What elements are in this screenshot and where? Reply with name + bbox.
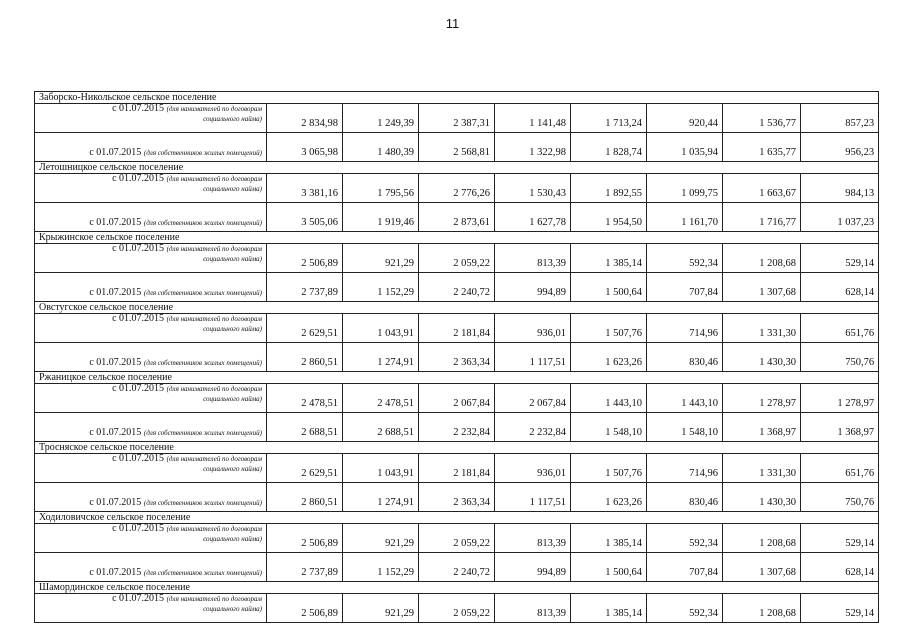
value-cell: 2 363,34	[419, 343, 495, 372]
row-label	[35, 174, 267, 203]
value-cell: 1 274,91	[343, 483, 419, 512]
data-row	[35, 454, 879, 483]
row-date: с 01.07.2015	[112, 313, 165, 324]
value-cell: 1 208,68	[723, 594, 801, 623]
section-name: Ржаницкое сельское поселение	[35, 372, 879, 384]
value-cell: 956,23	[801, 133, 879, 162]
value-cell: 1 635,77	[723, 133, 801, 162]
value-cell: 2 059,22	[419, 244, 495, 273]
data-row	[35, 314, 879, 343]
value-cell: 2 478,51	[343, 384, 419, 413]
data-row	[35, 104, 879, 133]
row-label	[35, 384, 267, 413]
section-row	[35, 372, 879, 384]
value-cell: 1 274,91	[343, 343, 419, 372]
value-cell: 707,84	[647, 273, 723, 302]
value-cell: 2 629,51	[267, 314, 343, 343]
value-cell: 1 892,55	[571, 174, 647, 203]
value-cell: 2 506,89	[267, 244, 343, 273]
data-row	[35, 203, 879, 232]
value-cell: 592,34	[647, 524, 723, 553]
value-cell: 1 507,76	[571, 454, 647, 483]
value-cell: 529,14	[801, 524, 879, 553]
row-label	[35, 413, 267, 442]
row-note: (для собственников жилых помещений)	[143, 428, 262, 437]
value-cell: 1 322,98	[495, 133, 571, 162]
value-cell: 529,14	[801, 244, 879, 273]
row-date: с 01.07.2015	[112, 453, 165, 464]
value-cell: 1 249,39	[343, 104, 419, 133]
value-cell: 2 506,89	[267, 594, 343, 623]
section-name: Крыжинское сельское поселение	[35, 232, 879, 244]
value-cell: 2 629,51	[267, 454, 343, 483]
row-date: с 01.07.2015	[112, 103, 165, 114]
value-cell: 1 043,91	[343, 314, 419, 343]
value-cell: 707,84	[647, 553, 723, 582]
row-date: с 01.07.2015	[112, 523, 165, 534]
value-cell: 1 443,10	[647, 384, 723, 413]
section-row	[35, 512, 879, 524]
section-row	[35, 442, 879, 454]
section-row	[35, 162, 879, 174]
row-note: (для нанимателей по договорам	[166, 525, 262, 533]
value-cell: 984,13	[801, 174, 879, 203]
row-note: (для нанимателей по договорам	[166, 455, 262, 463]
value-cell: 1 713,24	[571, 104, 647, 133]
row-label	[35, 104, 267, 133]
value-cell: 994,89	[495, 553, 571, 582]
value-cell: 1 331,30	[723, 454, 801, 483]
value-cell: 1 919,46	[343, 203, 419, 232]
value-cell: 1 152,29	[343, 553, 419, 582]
row-note: (для собственников жилых помещений)	[143, 148, 262, 157]
row-date: с 01.07.2015	[89, 216, 142, 228]
value-cell: 1 208,68	[723, 244, 801, 273]
value-cell: 529,14	[801, 594, 879, 623]
value-cell: 2 181,84	[419, 454, 495, 483]
row-note: социального найма)	[203, 114, 262, 123]
row-note: (для собственников жилых помещений)	[143, 358, 262, 367]
row-note: социального найма)	[203, 604, 262, 613]
row-label	[35, 314, 267, 343]
section-row	[35, 92, 879, 104]
row-date: с 01.07.2015	[112, 593, 165, 604]
row-label	[35, 343, 267, 372]
section-row	[35, 302, 879, 314]
value-cell: 2 240,72	[419, 553, 495, 582]
section-row	[35, 582, 879, 594]
row-date: с 01.07.2015	[89, 426, 142, 438]
value-cell: 3 381,16	[267, 174, 343, 203]
value-cell: 1 037,23	[801, 203, 879, 232]
value-cell: 813,39	[495, 594, 571, 623]
value-cell: 1 536,77	[723, 104, 801, 133]
row-note: (для собственников жилых помещений)	[143, 288, 262, 297]
value-cell: 2 181,84	[419, 314, 495, 343]
row-note: (для нанимателей по договорам	[166, 175, 262, 183]
value-cell: 1 035,94	[647, 133, 723, 162]
data-row	[35, 553, 879, 582]
row-label	[35, 454, 267, 483]
section-name: Летошницкое сельское поселение	[35, 162, 879, 174]
value-cell: 1 043,91	[343, 454, 419, 483]
value-cell: 1 385,14	[571, 244, 647, 273]
value-cell: 1 161,70	[647, 203, 723, 232]
value-cell: 921,29	[343, 244, 419, 273]
row-note: (для нанимателей по договорам	[166, 105, 262, 113]
section-name: Тросняское сельское поселение	[35, 442, 879, 454]
value-cell: 920,44	[647, 104, 723, 133]
row-note: (для собственников жилых помещений)	[143, 568, 262, 577]
value-cell: 830,46	[647, 483, 723, 512]
row-label	[35, 483, 267, 512]
value-cell: 936,01	[495, 314, 571, 343]
row-note: социального найма)	[203, 534, 262, 543]
value-cell: 2 478,51	[267, 384, 343, 413]
row-label	[35, 273, 267, 302]
value-cell: 813,39	[495, 244, 571, 273]
value-cell: 2 363,34	[419, 483, 495, 512]
row-note: социального найма)	[203, 324, 262, 333]
value-cell: 651,76	[801, 314, 879, 343]
value-cell: 750,76	[801, 483, 879, 512]
section-row	[35, 232, 879, 244]
value-cell: 936,01	[495, 454, 571, 483]
value-cell: 2 059,22	[419, 524, 495, 553]
value-cell: 1 716,77	[723, 203, 801, 232]
value-cell: 1 117,51	[495, 343, 571, 372]
value-cell: 1 385,14	[571, 594, 647, 623]
value-cell: 714,96	[647, 314, 723, 343]
value-cell: 1 627,78	[495, 203, 571, 232]
tariff-table-body	[35, 92, 879, 623]
data-row	[35, 273, 879, 302]
row-label	[35, 133, 267, 162]
row-note: (для нанимателей по договорам	[166, 245, 262, 253]
value-cell: 1 152,29	[343, 273, 419, 302]
section-name: Овстугское сельское поселение	[35, 302, 879, 314]
value-cell: 2 834,98	[267, 104, 343, 133]
row-note: социального найма)	[203, 394, 262, 403]
row-label	[35, 553, 267, 582]
value-cell: 2 232,84	[495, 413, 571, 442]
data-row	[35, 384, 879, 413]
value-cell: 3 505,06	[267, 203, 343, 232]
value-cell: 1 443,10	[571, 384, 647, 413]
value-cell: 1 623,26	[571, 343, 647, 372]
value-cell: 1 368,97	[723, 413, 801, 442]
value-cell: 2 240,72	[419, 273, 495, 302]
value-cell: 921,29	[343, 524, 419, 553]
value-cell: 1 307,68	[723, 273, 801, 302]
data-row	[35, 524, 879, 553]
value-cell: 1 307,68	[723, 553, 801, 582]
data-row	[35, 594, 879, 623]
row-label	[35, 524, 267, 553]
row-label	[35, 203, 267, 232]
value-cell: 2 688,51	[343, 413, 419, 442]
value-cell: 2 067,84	[419, 384, 495, 413]
section-name: Заборско-Никольское сельское поселение	[35, 92, 879, 104]
value-cell: 2 067,84	[495, 384, 571, 413]
row-note: (для нанимателей по договорам	[166, 595, 262, 603]
value-cell: 592,34	[647, 244, 723, 273]
value-cell: 1 548,10	[571, 413, 647, 442]
row-note: (для нанимателей по договорам	[166, 385, 262, 393]
value-cell: 921,29	[343, 594, 419, 623]
value-cell: 2 860,51	[267, 483, 343, 512]
value-cell: 651,76	[801, 454, 879, 483]
value-cell: 2 059,22	[419, 594, 495, 623]
row-date: с 01.07.2015	[89, 496, 142, 508]
value-cell: 2 860,51	[267, 343, 343, 372]
value-cell: 750,76	[801, 343, 879, 372]
data-row	[35, 413, 879, 442]
value-cell: 1 548,10	[647, 413, 723, 442]
value-cell: 857,23	[801, 104, 879, 133]
value-cell: 1 117,51	[495, 483, 571, 512]
section-name: Ходиловичское сельское поселение	[35, 512, 879, 524]
value-cell: 1 480,39	[343, 133, 419, 162]
value-cell: 1 278,97	[723, 384, 801, 413]
value-cell: 2 688,51	[267, 413, 343, 442]
row-date: с 01.07.2015	[89, 566, 142, 578]
value-cell: 1 500,64	[571, 553, 647, 582]
data-row	[35, 174, 879, 203]
value-cell: 1 507,76	[571, 314, 647, 343]
row-note: (для собственников жилых помещений)	[143, 218, 262, 227]
value-cell: 2 568,81	[419, 133, 495, 162]
value-cell: 1 795,56	[343, 174, 419, 203]
value-cell: 2 232,84	[419, 413, 495, 442]
value-cell: 628,14	[801, 553, 879, 582]
section-name: Шамординское сельское поселение	[35, 582, 879, 594]
value-cell: 1 500,64	[571, 273, 647, 302]
value-cell: 2 737,89	[267, 273, 343, 302]
value-cell: 2 387,31	[419, 104, 495, 133]
value-cell: 1 623,26	[571, 483, 647, 512]
row-date: с 01.07.2015	[89, 286, 142, 298]
value-cell: 1 331,30	[723, 314, 801, 343]
value-cell: 1 828,74	[571, 133, 647, 162]
value-cell: 714,96	[647, 454, 723, 483]
value-cell: 1 141,48	[495, 104, 571, 133]
value-cell: 3 065,98	[267, 133, 343, 162]
row-date: с 01.07.2015	[89, 356, 142, 368]
data-row	[35, 244, 879, 273]
value-cell: 2 776,26	[419, 174, 495, 203]
data-row	[35, 133, 879, 162]
row-note: (для собственников жилых помещений)	[143, 498, 262, 507]
value-cell: 1 208,68	[723, 524, 801, 553]
row-date: с 01.07.2015	[112, 173, 165, 184]
value-cell: 1 099,75	[647, 174, 723, 203]
row-note: социального найма)	[203, 184, 262, 193]
value-cell: 2 506,89	[267, 524, 343, 553]
row-date: с 01.07.2015	[112, 383, 165, 394]
row-note: социального найма)	[203, 464, 262, 473]
value-cell: 2 873,61	[419, 203, 495, 232]
page-number: 11	[445, 16, 460, 31]
value-cell: 830,46	[647, 343, 723, 372]
value-cell: 813,39	[495, 524, 571, 553]
value-cell: 1 954,50	[571, 203, 647, 232]
data-row	[35, 343, 879, 372]
data-row	[35, 483, 879, 512]
row-date: с 01.07.2015	[89, 146, 142, 158]
value-cell: 1 530,43	[495, 174, 571, 203]
row-note: (для нанимателей по договорам	[166, 315, 262, 323]
tariff-table	[34, 91, 879, 623]
value-cell: 1 663,67	[723, 174, 801, 203]
value-cell: 1 430,30	[723, 343, 801, 372]
value-cell: 592,34	[647, 594, 723, 623]
value-cell: 1 278,97	[801, 384, 879, 413]
value-cell: 1 368,97	[801, 413, 879, 442]
row-label	[35, 244, 267, 273]
value-cell: 1 430,30	[723, 483, 801, 512]
row-note: социального найма)	[203, 254, 262, 263]
value-cell: 2 737,89	[267, 553, 343, 582]
value-cell: 994,89	[495, 273, 571, 302]
row-date: с 01.07.2015	[112, 243, 165, 254]
value-cell: 1 385,14	[571, 524, 647, 553]
value-cell: 628,14	[801, 273, 879, 302]
row-label	[35, 594, 267, 623]
